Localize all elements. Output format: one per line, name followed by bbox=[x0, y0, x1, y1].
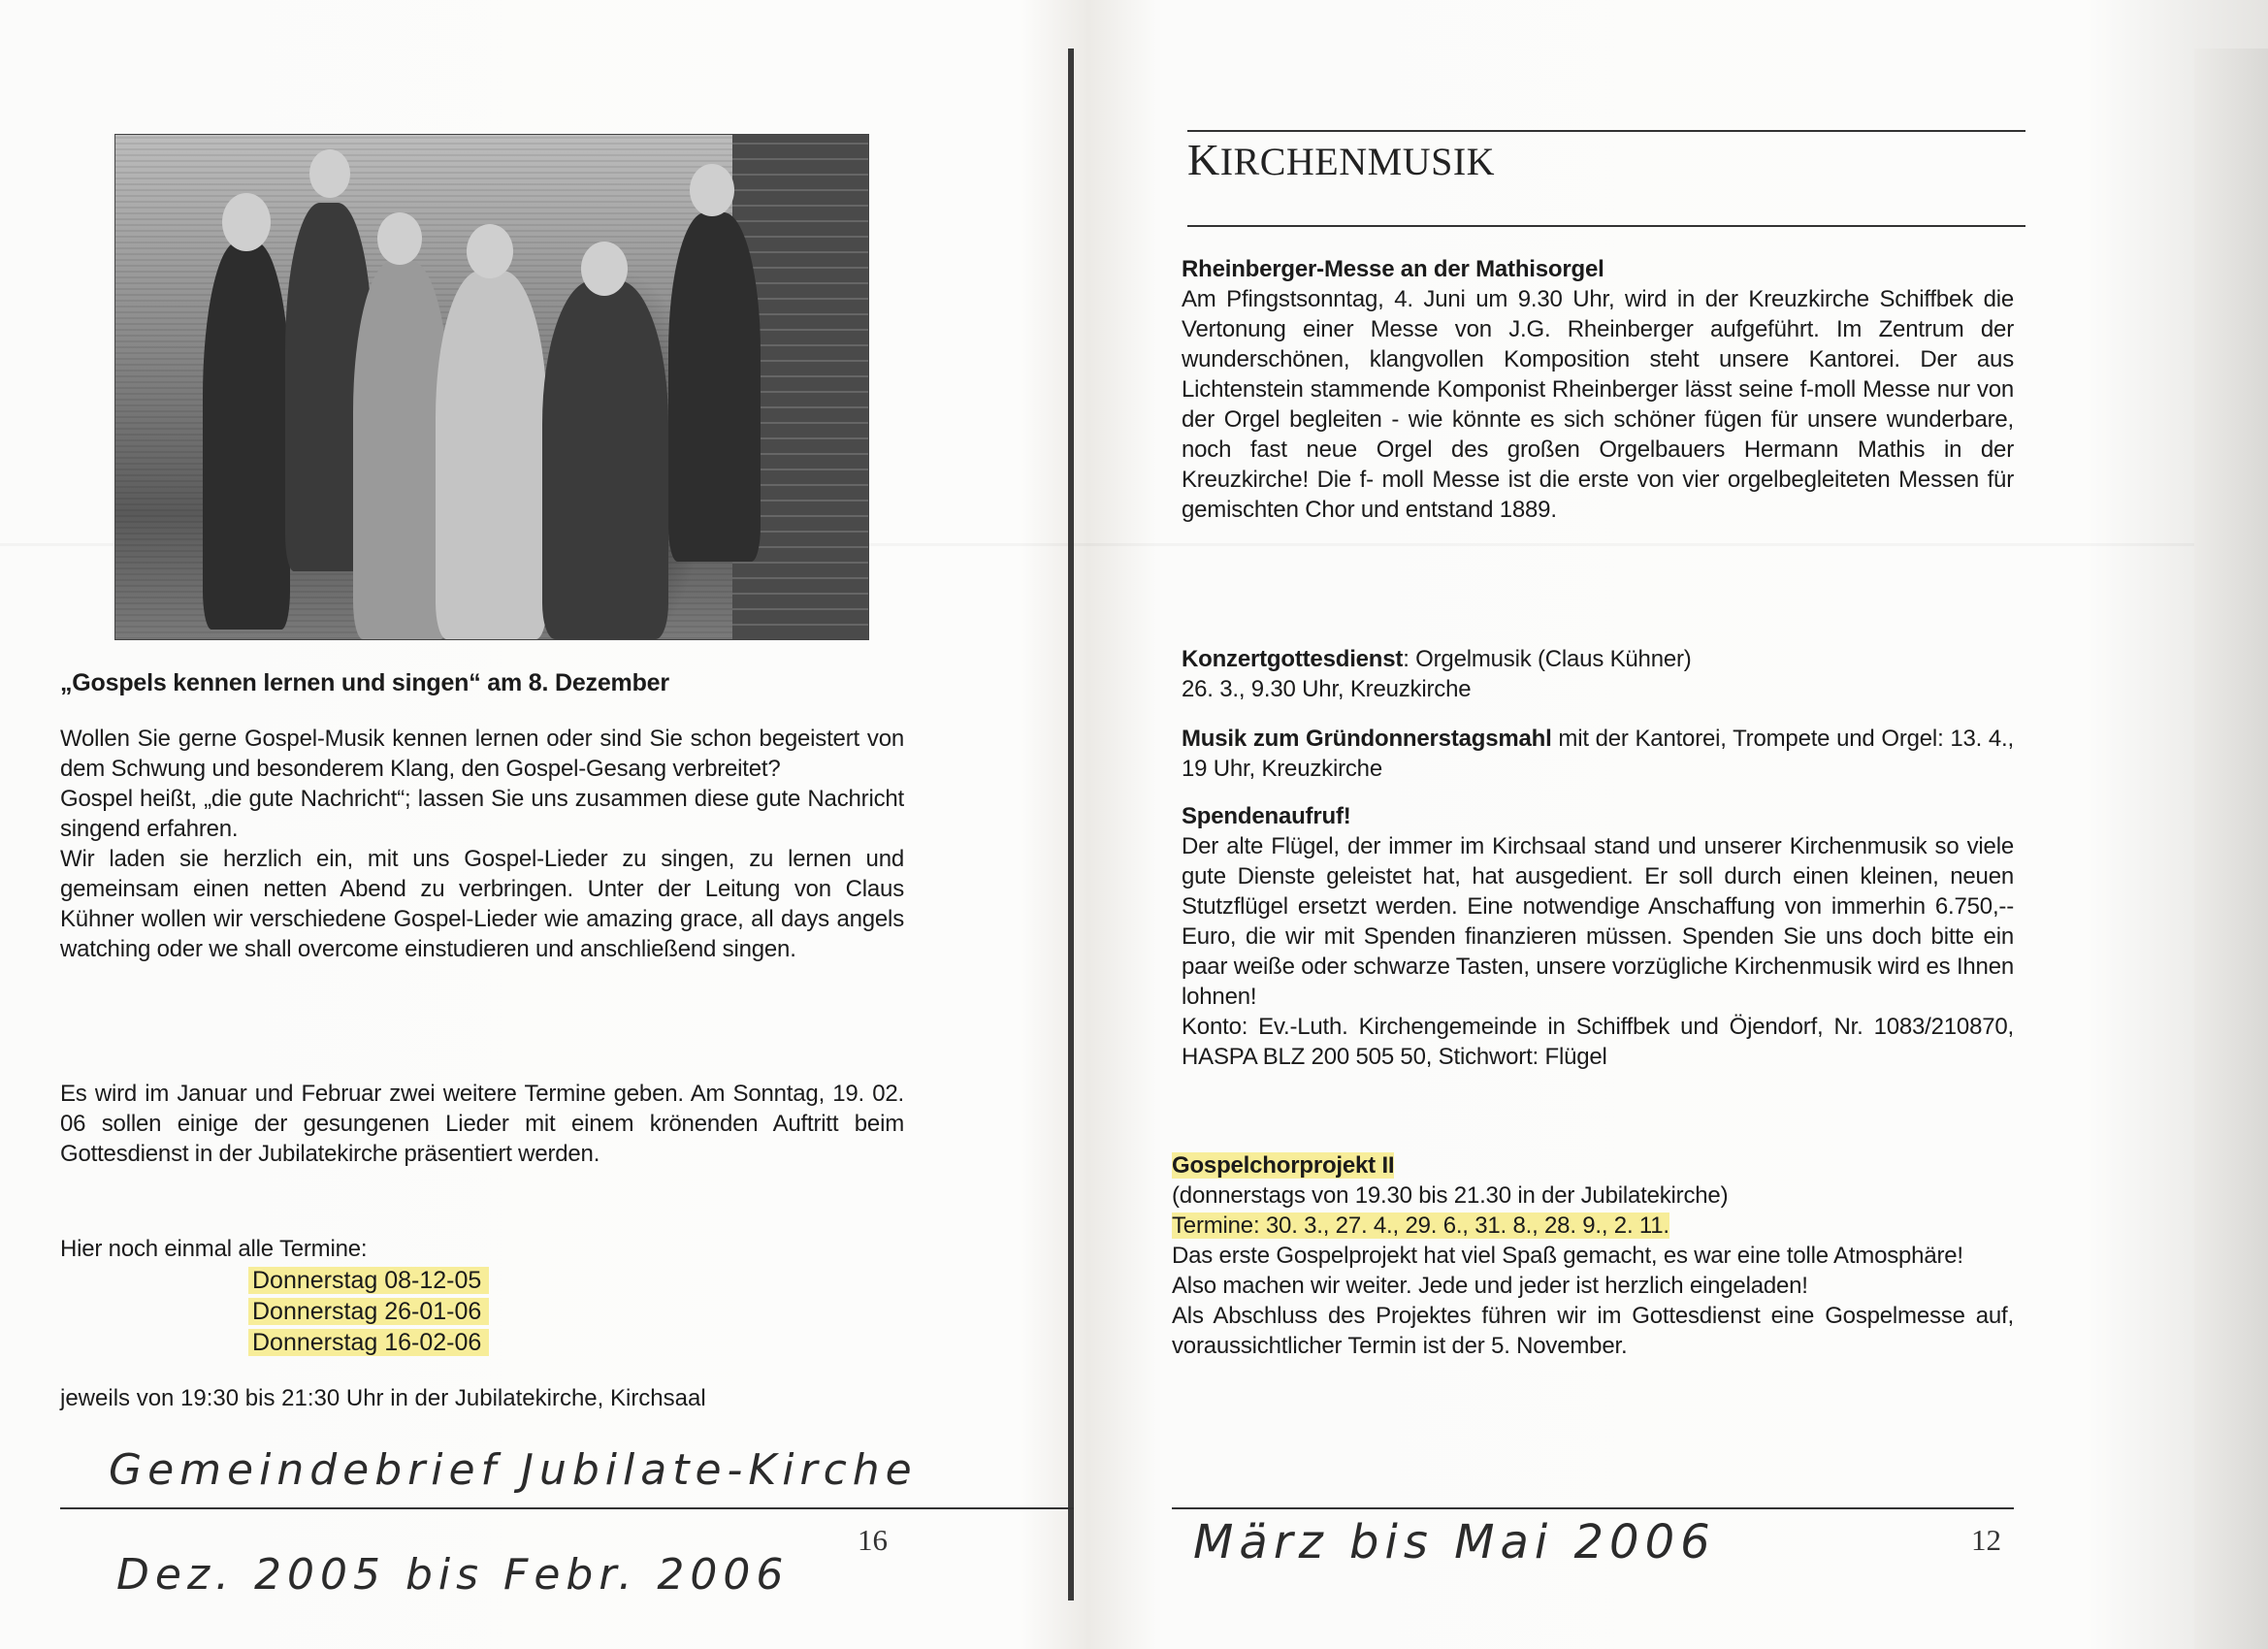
date-item: Donnerstag 08-12-05 bbox=[248, 1265, 489, 1296]
right-footer-rule bbox=[1172, 1507, 2014, 1509]
person-figure bbox=[436, 271, 547, 639]
gospelchor-section bbox=[1172, 1150, 2014, 1361]
person-face bbox=[222, 193, 271, 251]
dates-line: Termine: 30. 3., 27. 4., 29. 6., 31. 8., 28. 9., 2. 11. bbox=[1172, 1212, 1669, 1239]
paragraph: Es wird im Januar und Februar zwei weitere Termine geben. Am Sonntag, 19. 02. 06 sollen einige der gesungenen Lieder mit einem krönenden Auftritt beim Gottesdienst in der Jubilatekirche präsentiert werden. bbox=[60, 1081, 904, 1167]
heading-bottom-rule bbox=[1187, 225, 2025, 227]
date-item: Donnerstag 16-02-06 bbox=[248, 1327, 489, 1358]
gospel-intro-block bbox=[60, 724, 904, 964]
paragraph: Der alte Flügel, der immer im Kirchsaal stand und unserer Kirchenmusik so viele gute Dienste geleistet hat, hat ausgedient. Er soll durch einen kleinen, neuen Stutzflügel ersetzt werden. Eine notwendige Anschaffung von immerhin 6.750,-- Euro, die wir mit Spenden finanzieren müssen. Spenden Sie uns doch bitte ein paar weiße oder schwarze Tasten, unsere vorzügliche Kirchenmusik wird es Ihnen lohnen! bbox=[1182, 833, 2014, 1010]
paragraph: 26. 3., 9.30 Uhr, Kreuzkirche bbox=[1182, 676, 1472, 702]
person-face bbox=[581, 242, 628, 296]
paragraph: Als Abschluss des Projektes führen wir im Gottesdienst eine Gospelmesse auf, voraussichtlicher Termin ist der 5. November. bbox=[1172, 1303, 2014, 1359]
gospel-title: „Gospels kennen lernen und singen“ am 8. Dezember bbox=[60, 669, 669, 696]
person-face bbox=[467, 224, 513, 278]
person-figure bbox=[668, 212, 761, 562]
paragraph: Gospel heißt, „die gute Nachricht“; lassen Sie uns zusammen diese gute Nachricht singend erfahren. bbox=[60, 786, 904, 842]
paragraph: (donnerstags von 19.30 bis 21.30 in der Jubilatekirche) bbox=[1172, 1182, 1729, 1209]
paragraph: Also machen wir weiter. Jede und jeder ist herzlich eingeladen! bbox=[1172, 1273, 1808, 1299]
konzertgottesdienst-section: Konzertgottesdienst: Orgelmusik (Claus Kühner) 26. 3., 9.30 Uhr, Kreuzkirche bbox=[1182, 644, 2014, 704]
person-face bbox=[377, 212, 422, 265]
handwritten-date: Dez. 2005 bis Febr. 2006 bbox=[116, 1550, 790, 1600]
person-face bbox=[309, 149, 350, 198]
section-title: Konzertgottesdienst bbox=[1182, 646, 1404, 672]
section-title: Spendenaufruf! bbox=[1182, 803, 1351, 829]
left-footer-rule bbox=[60, 1507, 1074, 1509]
section-heading: KIRCHENMUSIK bbox=[1187, 135, 1496, 184]
rheinberger-section bbox=[1182, 254, 2014, 525]
dates-list bbox=[248, 1265, 489, 1358]
booklet-spine bbox=[1068, 48, 1074, 1600]
heading-top-rule bbox=[1187, 130, 2025, 132]
paragraph: Das erste Gospelprojekt hat viel Spaß gemacht, es war eine tolle Atmosphäre! bbox=[1172, 1243, 1963, 1269]
section-title: Rheinberger-Messe an der Mathisorgel bbox=[1182, 256, 1604, 282]
section-title: Musik zum Gründonnerstagsmahl bbox=[1182, 726, 1552, 752]
paragraph: Wollen Sie gerne Gospel-Musik kennen lernen oder sind Sie schon begeistert von dem Schwung und besonderem Klang, den Gospel-Gesang verbreitet? bbox=[60, 726, 904, 782]
page-edge-shadow bbox=[2194, 48, 2268, 1649]
person-figure bbox=[542, 280, 668, 639]
gospel-schedule-paragraph bbox=[60, 1079, 904, 1169]
gruendonnerstag-section: Musik zum Gründonnerstagsmahl mit der Kantorei, Trompete und Orgel: 13. 4., 19 Uhr, Kreuzkirche bbox=[1182, 726, 2014, 782]
section-title: Gospelchorprojekt II bbox=[1172, 1152, 1395, 1179]
handwritten-title: Gemeindebrief Jubilate-Kirche bbox=[109, 1445, 918, 1495]
group-photo bbox=[114, 134, 869, 640]
person-figure bbox=[203, 242, 290, 630]
date-item: Donnerstag 26-01-06 bbox=[248, 1296, 489, 1327]
bank-account: Konto: Ev.-Luth. Kirchengemeinde in Schiffbek und Öjendorf, Nr. 1083/210870, HASPA BLZ 200 505 50, Stichwort: Flügel bbox=[1182, 1014, 2014, 1070]
paragraph: Wir laden sie herzlich ein, mit uns Gospel-Lieder zu singen, zu lernen und gemeinsam einen netten Abend zu verbringen. Unter der Leitung von Claus Kühner wollen wir verschiedene Gospel-Lieder wie amazing grace, all days angels watching oder we shall overcome einstudieren und anschließend singen. bbox=[60, 846, 904, 962]
page-number-right: 12 bbox=[1971, 1523, 2001, 1557]
dates-intro: Hier noch einmal alle Termine: bbox=[60, 1236, 368, 1262]
time-location-note: jeweils von 19:30 bis 21:30 Uhr in der Jubilatekirche, Kirchsaal bbox=[60, 1385, 706, 1411]
page-number-left: 16 bbox=[858, 1523, 888, 1557]
handwritten-period: März bis Mai 2006 bbox=[1193, 1515, 1716, 1569]
paragraph: Am Pfingstsonntag, 4. Juni um 9.30 Uhr, wird in der Kreuzkirche Schiffbek die Vertonung einer Messe von J.G. Rheinberger aufgeführt. Im Zentrum der wunderschönen, klangvollen Komposition steht unsere Kantorei. Der aus Lichtenstein stammende Komponist Rheinberger lässt seine f-moll Messe nur von der Orgel begleiten - wie könnte es sich schöner fügen für unsere wunderbare, noch fast neue Orgel des großen Orgelbauers Hermann Mathis in der Kreuzkirche! Die f- moll Messe ist die erste von vier orgelbegleiteten Messen für gemischten Chor und entstand 1889. bbox=[1182, 286, 2014, 523]
person-face bbox=[690, 164, 734, 216]
spendenaufruf-section bbox=[1182, 801, 2014, 1072]
